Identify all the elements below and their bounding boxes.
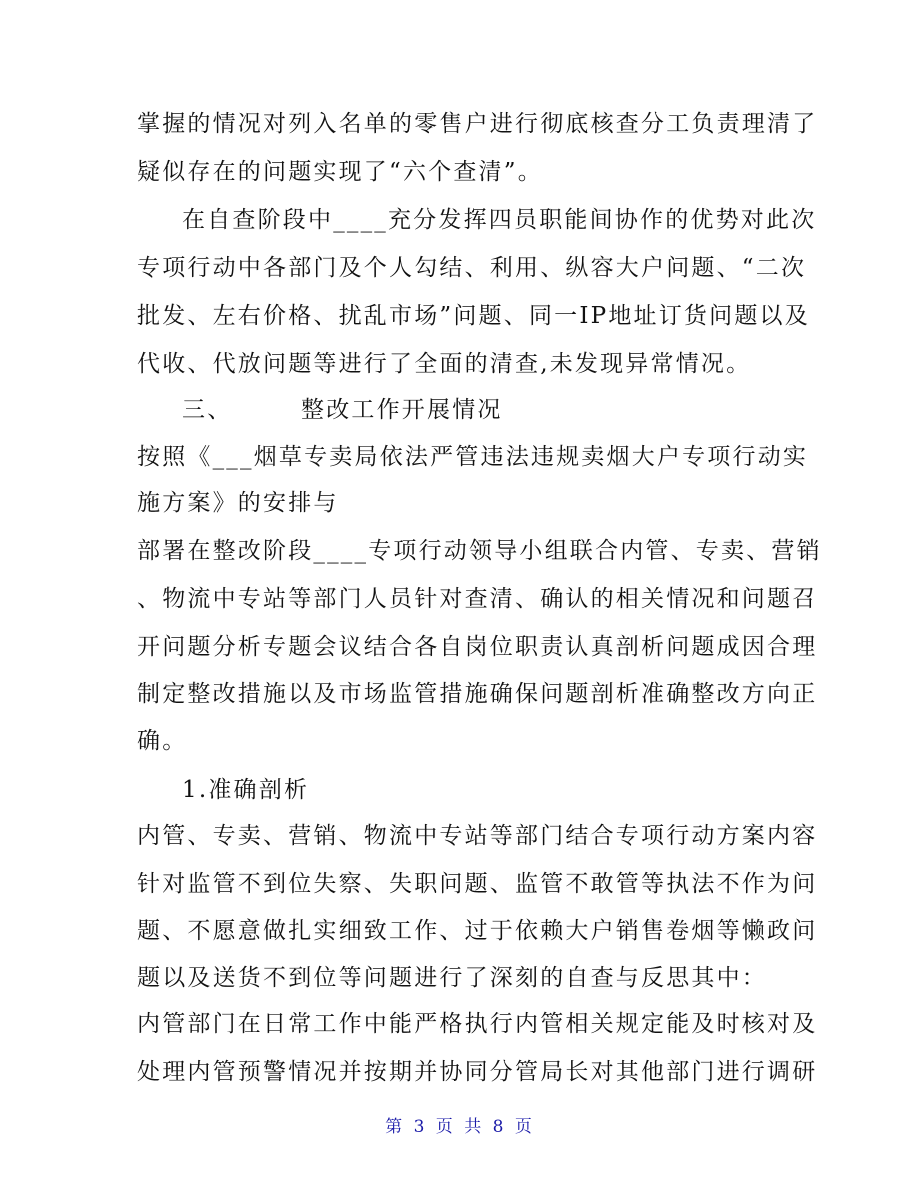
- paragraph-line: 针对监管不到位失察、失职问题、监管不敢管等执法不作为问: [137, 871, 818, 897]
- paragraph-line: 代收、代放问题等进行了全面的清查,未发现异常情况。: [137, 351, 752, 377]
- paragraph-line: 内管部门在日常工作中能严格执行内管相关规定能及时核对及: [137, 1011, 818, 1037]
- page-number-footer: 第 3 页 共 8 页: [385, 1117, 535, 1137]
- section-heading: 整改工作开展情况: [301, 397, 503, 423]
- paragraph-line: 掌握的情况对列入名单的零售户进行彻底核查分工负责理清了: [137, 111, 818, 137]
- paragraph-line: 专项行动中各部门及个人勾结、利用、纵容大户问题、“二次: [137, 255, 807, 281]
- paragraph-line: 确。: [137, 728, 188, 754]
- paragraph-line: 在自查阶段中____充分发挥四员职能间协作的优势对此次: [182, 207, 817, 233]
- paragraph-line: 开问题分析专题会议结合各自岗位职责认真剖析问题成因合理: [137, 634, 818, 660]
- paragraph-line: 部署在整改阶段____专项行动领导小组联合内管、专卖、营销: [137, 538, 822, 564]
- subsection-heading: 1.准确剖析: [182, 777, 310, 803]
- paragraph-line: 批发、左右价格、扰乱市场”问题、同一IP地址订货问题以及: [137, 303, 810, 329]
- section-number: 三、: [182, 397, 233, 423]
- paragraph-line: 、物流中专站等部门人员针对查清、确认的相关情况和问题召: [137, 586, 818, 612]
- paragraph-line: 题以及送货不到位等问题进行了深刻的自查与反思其中：: [137, 965, 767, 991]
- paragraph-line: 施方案》的安排与: [137, 490, 339, 516]
- paragraph-line: 制定整改措施以及市场监管措施确保问题剖析准确整改方向正: [137, 681, 818, 707]
- paragraph-line: 按照《___烟草专卖局依法严管违法违规卖烟大户专项行动实: [137, 444, 809, 470]
- paragraph-line: 处理内管预警情况并按期并协同分管局长对其他部门进行调研: [137, 1059, 818, 1085]
- paragraph-line: 题、不愿意做扎实细致工作、过于依赖大户销售卷烟等懒政问: [137, 918, 818, 944]
- paragraph-line: 疑似存在的问题实现了“六个查清”。: [137, 159, 543, 185]
- paragraph-line: 内管、专卖、营销、物流中专站等部门结合专项行动方案内容: [137, 823, 818, 849]
